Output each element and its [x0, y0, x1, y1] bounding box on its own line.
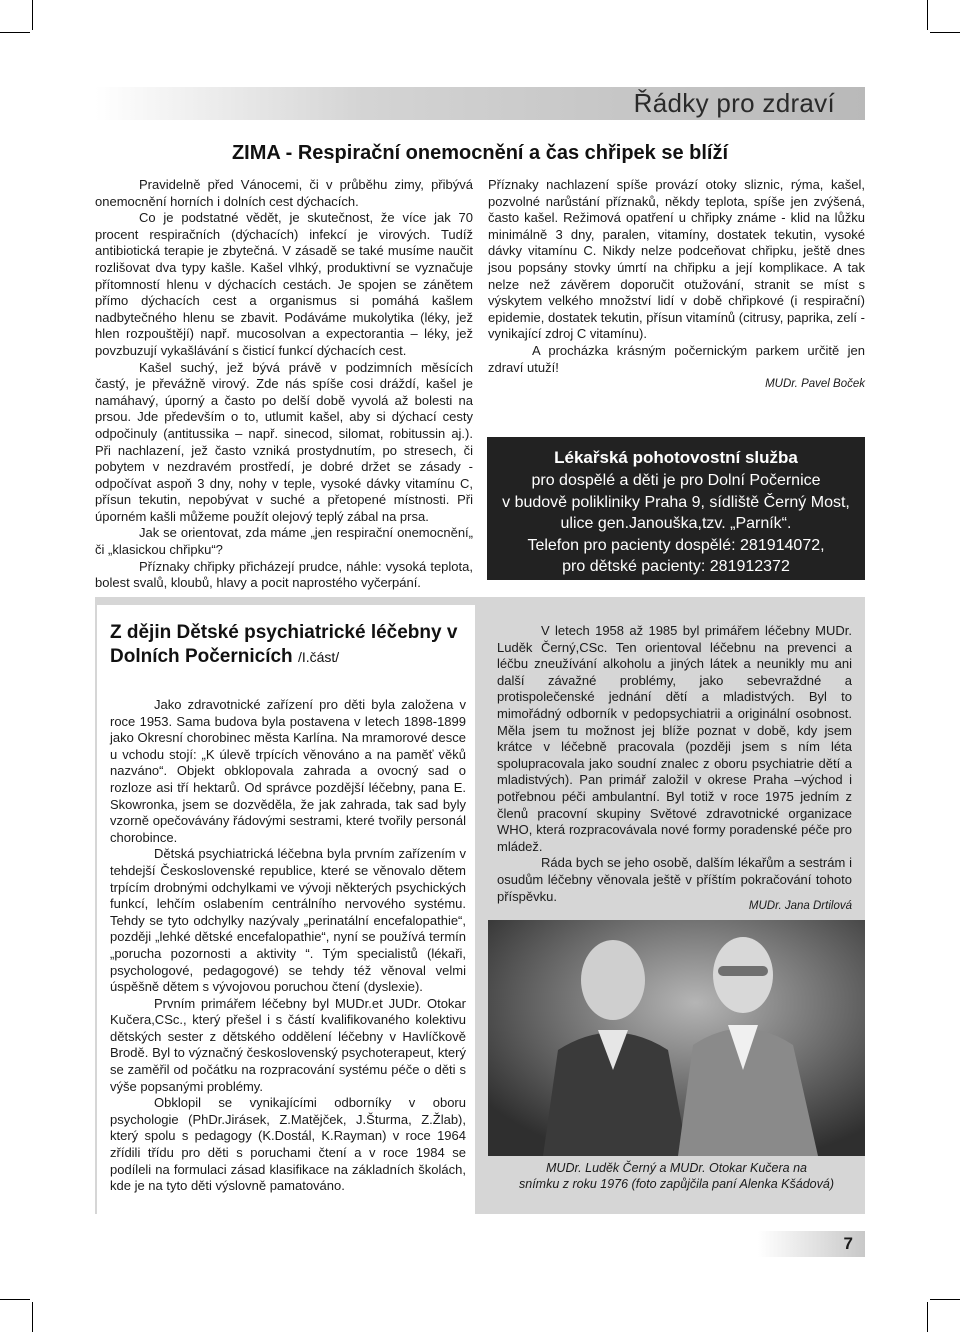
crop-mark	[32, 1302, 33, 1332]
emergency-line: pro dětské pacienty: 281912372	[562, 558, 790, 575]
historical-photo	[488, 920, 865, 1156]
section-header	[95, 87, 865, 120]
emergency-line: pro dospělé a děti je pro Dolní Počernice	[531, 472, 821, 489]
photo-caption	[488, 1160, 865, 1192]
emergency-line: ulice gen.Janouška,tzv. „Parník“.	[560, 515, 792, 532]
history-paragraph: Ráda bych se jeho osobě, dalším lékařům a sestrám i osudům léčebny věnovala ještě v příštím pokračování tohoto příspěvku.	[497, 855, 852, 904]
photo-caption-line: snímku z roku 1976 (foto zapůjčila paní Alenka Kšádová)	[519, 1177, 834, 1191]
article-paragraph: Pravidelně před Vánocemi, či v průběhu zimy, přibývá onemocnění horních i dolních cest dýchacích.	[95, 177, 473, 209]
crop-mark	[0, 1299, 30, 1300]
article-paragraph: Co je podstatné vědět, je skutečnost, že více jak 70 procent respiračních (dýchacích) infekcí je virových. Tudíž antibiotická terapie je zbytečná. V zásadě se také musíme naučit rozlišovat dva typy kašle. Kašel vlhký, produktivní se vyznačuje přítomností hlenu v dýchacích cestách. Je spojen se zánětem přímo dýchacích cest a organismus si pomáhá kašlem nadbytečného hlenu se zbavit. Podáváme mukolytika (léky, jež hlen rozpouštějí) např. mucosolvan a expectorantia – léky, jež povzbuzují vykašlávání s čisticí funkcí dýchacích cest.	[95, 210, 473, 358]
history-title-suffix: /I.část/	[297, 649, 340, 665]
history-paragraph: V letech 1958 až 1985 byl primářem léčebny MUDr. Luděk Černý,CSc. Ten orientoval léčebnu na prevenci a léčbu zneužívání alkoholu a jiných látek a neunikly mu ani další závažné problémy, jako sebevraždné a protispolečenské jednání dětí a mladistvých. Byl to mimořádný odborník v pedopsychiatrii a originální osobnost. Měla jsem tu možnost jej blíže poznat v době, kdy jsem krátce v léčebně pracovala (později jsem s ním léta spolupracovala jako soudní znalec z oboru psychiatrie dětí a mladistvých). Pan primář založil v okrese Praha –východ i potřebnou péči ambulantní. Byl totiž v roce 1975 jedním z členů pracovní skupiny Světové zdravotnické organizace WHO, která rozpracovávala nové formy poradenské péče pro mládež.	[497, 623, 852, 854]
emergency-title: Lékařská pohotovostní služba	[554, 448, 798, 467]
history-paragraph: Jako zdravotnické zařízení pro děti byla založena v roce 1953. Sama budova byla postavena v letech 1898-1899 jako Okresní chorobinec města Karlína. Na mramorové desce u vchodu stojí: „K úlevě trpících věnováno a na paměť věků nazváno“. Objekt obklopovala zahrada a ovocný sad o rozloze asi tří hektarů. Od správce pozdější léčebny, pana E. Skowronka, jsem se dozvěděla, že jak zahrada, tak sad byly vzorně opečovávány řádovými sestrami, které tvořily personál chorobince.	[110, 697, 466, 845]
section-title: Řádky pro zdraví	[633, 88, 835, 118]
crop-mark	[927, 0, 928, 30]
article-right-column	[488, 177, 865, 376]
article-paragraph: Kašel suchý, jež bývá právě v podzimních měsících častý, je převážně virový. Zde nás spíše cosi dráždí, kašel je namáhavý, úporný a často po delší době vyvolá až bolesti na prsou. Jde především o to, utlumit kašel, aby si dýchací cesty odpočinuly (antitussika – např. sinecod, silomat, robitussin aj.). Při nachlazení, jež často vzniká prostydnutím, po stresech, či pobytem v nezdravém prostředí, je dobré držet se zásady - odpočívat aspoň 3 dny, nohy v teple, vysoké dávky vitamínu C, přísun tekutin, nepobývat v suché a přetopené místnosti. Při úporném kašli můžeme použít olejový teplý zábal na prsa.	[95, 359, 473, 524]
history-signature: MUDr. Jana Drtilová	[748, 900, 852, 912]
history-title	[110, 621, 480, 669]
history-paragraph: Prvním primářem léčebny byl MUDr.et JUDr. Otokar Kučera,CSc., který přešel i s částí kvalifikovaného kolektivu dětských sester z dětského oddělení léčebny v Havlíčkově Brodě. Byl to význačný československý psychoterapeut, který se zaměřil od počátku na rozpracování systému péče o děti s výše popsanými problémy.	[110, 995, 466, 1094]
article-left-column	[95, 177, 473, 592]
photo-caption-line: MUDr. Luděk Černý a MUDr. Otokar Kučera na	[546, 1161, 807, 1175]
article-paragraph: Příznaky nachlazení spíše provází otoky sliznic, rýma, kašel, pozvolné narůstání příznaků, někdy teplota, spíše jen zvýšená, často kašel. Režimová opatření u chřipky známe - klid na lůžku minimálně 3 dny, paralen, vitamíny, dostatek tekutin, vysoké dávky vitamínu C. Nikdy nelze podceňovat chřipku, ještě dnes jsou popsány stovky úmrtí na chřipku a její komplikace. A tak nelze než závěrem doporučit otužování, stranit se míst s výskytem velkého množství lidí v době chřipkové (i respirační) epidemie, dostatek tekutin, přísun vitamínů (citrusy, paprika, zelí - vynikající zdroj C vitamínu).	[488, 177, 865, 342]
photo-illustration	[488, 920, 865, 1156]
crop-mark	[930, 1299, 960, 1300]
history-title-text: Z dějin Dětské psychiatrické léčebny v Dolních Počernicích	[110, 622, 458, 667]
history-paragraph: Dětská psychiatrická léčebna byla prvním zařízením v tehdejší Československé republice, které se věnovalo dětem trpícím drobnými odchylkami ve vývoji některých psychických funkcí, lehčím oslabením centrálního nervového systému. Tehdy se tyto odchylky nazývaly „perinatální encefalopathie“, později „lehké dětské encefalopathie“, nyní se používá termín „porucha pozornosti a aktivity “. Tým specialistů (lékaři, psychologové, pedagogové) se tehdy též věnoval velmi úspěšně dětem s vývojovou poruchou čtení (dyslexie).	[110, 846, 466, 995]
crop-mark	[930, 32, 960, 33]
article-paragraph: Jak se orientovat, zda máme „jen respirační onemocnění„ či „klasickou chřipku“?	[95, 525, 473, 558]
page-number: 7	[843, 1234, 853, 1253]
crop-mark	[32, 0, 33, 30]
history-right-column	[497, 623, 852, 905]
article-paragraph: A procházka krásným počernickým parkem určitě jen zdraví utuží!	[488, 342, 865, 375]
history-paragraph: Obklopil se vynikajícími odborníky v oboru psychologie (PhDr.Jirásek, Z.Matějček, J.Šturma, Z.Žlab), který spolu s pedagogy (K.Dostál, K.Rayman) v roce 1964 zřídili třídu pro děti s poruchami čtení a v roce 1984 se podíleli na formulaci zásad klasifikace na základních školách, kde je na tyto děti výslovně pamatováno.	[110, 1095, 466, 1194]
article-signature: MUDr. Pavel Boček	[765, 378, 865, 390]
page-number-box	[758, 1231, 865, 1257]
article-paragraph: Příznaky chřipky přicházejí prudce, náhle: vysoká teplota, bolest svalů, kloubů, hlavy a pocit naprostého vyčerpání.	[95, 558, 473, 591]
emergency-line: Telefon pro pacienty dospělé: 281914072,	[527, 536, 825, 554]
article-title: ZIMA - Respirační onemocnění a čas chřipek se blíží	[231, 142, 729, 164]
crop-mark	[0, 32, 30, 33]
emergency-service-box	[487, 437, 865, 580]
emergency-line: v budově polikliniky Praha 9, sídliště Černý Most,	[502, 493, 850, 511]
history-left-column	[110, 697, 466, 1195]
crop-mark	[927, 1302, 928, 1332]
